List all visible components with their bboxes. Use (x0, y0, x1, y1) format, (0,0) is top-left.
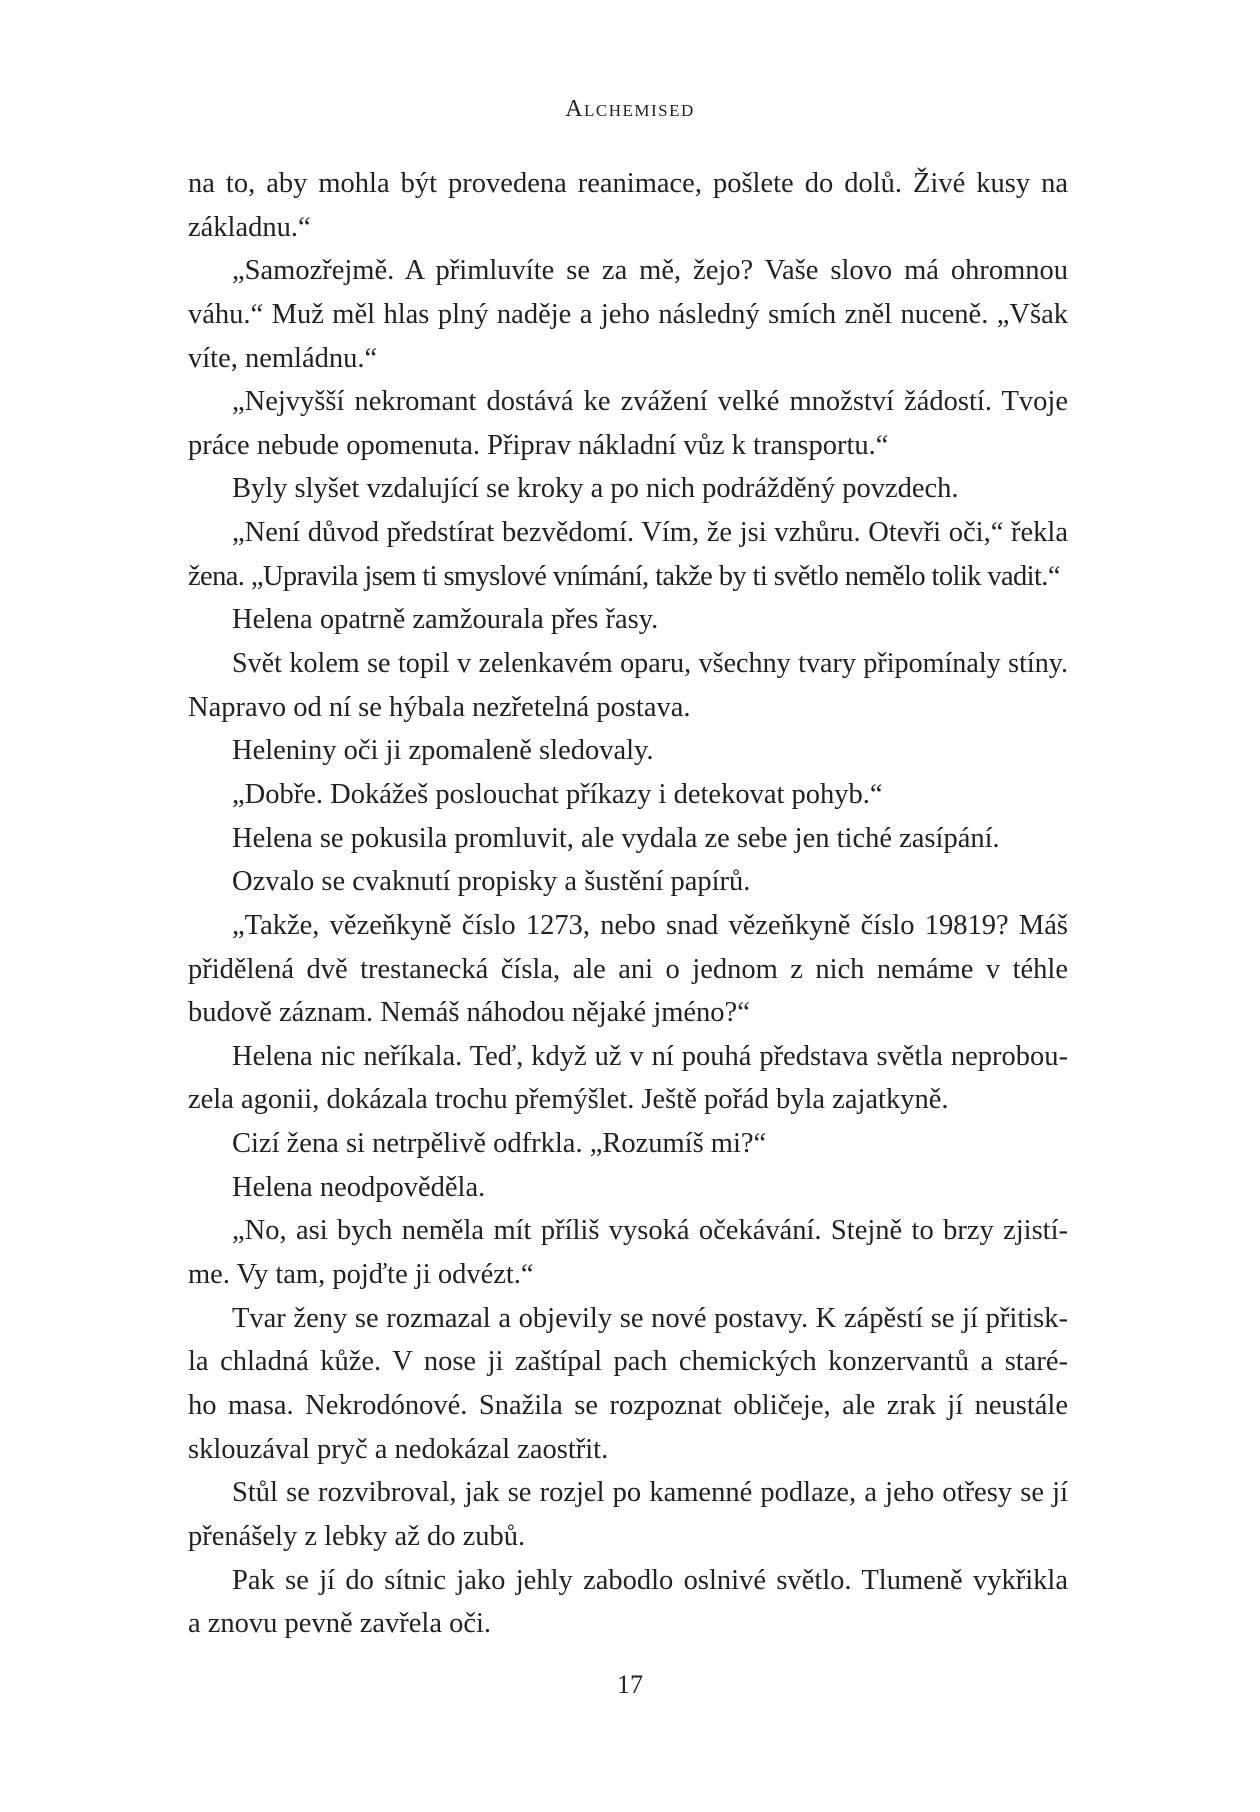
text-line: Stůl se rozvibroval, jak se rozjel po kamenné podlaze, a jeho otřesy se jí (232, 1477, 1068, 1509)
running-head: Alchemised (565, 96, 695, 122)
text-line: la chladná kůže. V nose ji zaštípal pach chemických konzervantů a staré- (188, 1346, 1068, 1378)
text-line: Byly slyšet vzdalující se kroky a po nich podrážděný povzdech. (232, 473, 959, 505)
text-line: přenášely z lebky až do zubů. (188, 1520, 526, 1552)
text-line: „Samozřejmě. A přimluvíte se za mě, žejo? Vaše slovo má ohromnou (232, 255, 1068, 287)
text-line: přidělená dvě trestanecká čísla, ale ani o jednom z nich nemáme v téhle (188, 953, 1068, 985)
text-line: na to, aby mohla být provedena reanimace, pošlete do dolů. Živé kusy na (188, 168, 1068, 199)
text-line: víte, nemládnu.“ (188, 342, 378, 374)
text-line: žena. „Upravila jsem ti smyslové vnímání, takže by ti světlo nemělo tolik vadit.“ (188, 560, 1060, 592)
text-line: sklouzával pryč a nedokázal zaostřit. (188, 1433, 609, 1465)
text-line: Helena neodpověděla. (232, 1171, 486, 1203)
page-number: 17 (617, 1670, 643, 1699)
text-line: „Takže, vězeňkyně číslo 1273, nebo snad vězeňkyně číslo 19819? Máš (232, 909, 1068, 941)
text-line: „Není důvod předstírat bezvědomí. Vím, že jsi vzhůru. Otevři oči,“ řekla (232, 517, 1068, 549)
text-line: Svět kolem se topil v zelenkavém oparu, všechny tvary připomínaly stíny. (232, 648, 1068, 680)
text-line: Heleniny oči ji zpomaleně sledovaly. (232, 735, 654, 767)
text-line: ho masa. Nekrodónové. Snažila se rozpoznat obličeje, ale zrak jí neustále (188, 1389, 1068, 1421)
text-line: Pak se jí do sítnic jako jehly zabodlo oslnivé světlo. Tlumeně vykřikla (232, 1564, 1068, 1596)
text-line: práce nebude opomenuta. Připrav nákladní vůz k transportu.“ (188, 429, 889, 461)
text-line: „Nejvyšší nekromant dostává ke zvážení velké množství žádostí. Tvoje (232, 386, 1068, 418)
text-line: základnu.“ (188, 211, 311, 243)
text-line: Tvar ženy se rozmazal a objevily se nové postavy. K zápěstí se jí přitisk- (232, 1302, 1068, 1334)
text-line: Helena se pokusila promluvit, ale vydala ze sebe jen tiché zasípání. (232, 822, 1000, 854)
text-line: Ozvalo se cvaknutí propisky a šustění papírů. (232, 866, 751, 898)
text-line: a znovu pevně zavřela oči. (188, 1608, 492, 1640)
body-text (188, 162, 1068, 1646)
text-line: „No, asi bych neměla mít příliš vysoká očekávání. Stejně to brzy zjistí- (232, 1215, 1068, 1247)
text-line: Cizí žena si netrpělivě odfrkla. „Rozumíš mi?“ (232, 1128, 767, 1160)
text-line: me. Vy tam, pojďte ji odvézt.“ (188, 1259, 534, 1291)
text-line: váhu.“ Muž měl hlas plný naděje a jeho následný smích zněl nuceně. „Však (188, 298, 1068, 330)
text-line: Napravo od ní se hýbala nezřetelná postava. (188, 691, 691, 723)
text-line: „Dobře. Dokážeš poslouchat příkazy i detekovat pohyb.“ (232, 778, 883, 810)
text-line: Helena nic neříkala. Teď, když už v ní pouhá představa světla neprobou- (232, 1040, 1068, 1072)
text-line: Helena opatrně zamžourala přes řasy. (232, 604, 659, 636)
text-line: budově záznam. Nemáš náhodou nějaké jméno?“ (188, 997, 750, 1029)
text-line: zela agonii, dokázala trochu přemýšlet. Ještě pořád byla zajatkyně. (188, 1084, 949, 1116)
